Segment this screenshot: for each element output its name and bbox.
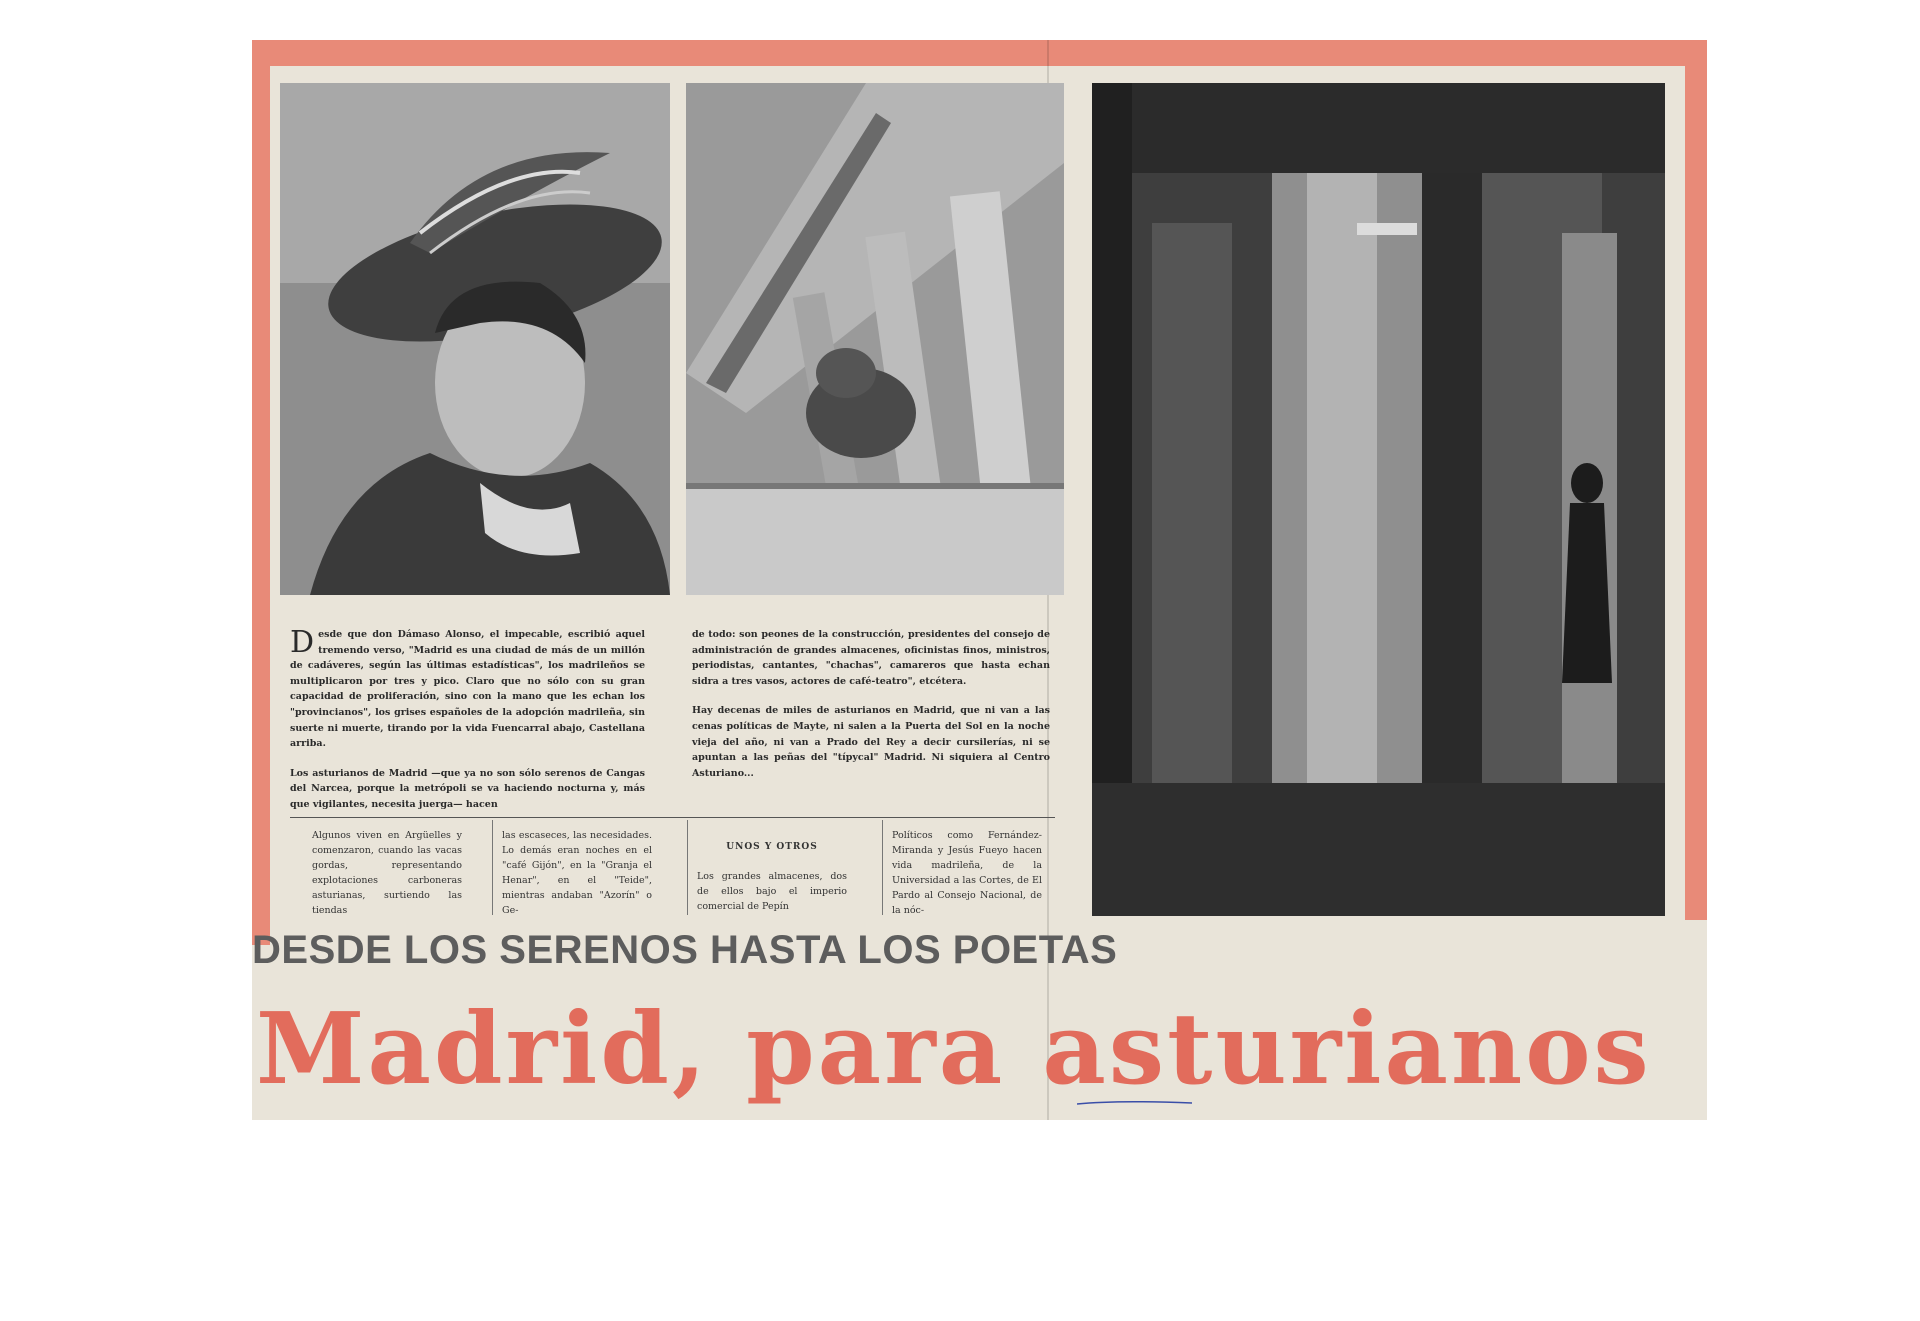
column-divider [882,820,883,915]
body-column-3-text: Los grandes almacenes, dos de ellos bajo el imperio comercial de Pepín [697,871,847,912]
red-frame-right [1685,40,1707,920]
main-headline: Madrid, para asturianos [256,992,1652,1107]
red-frame-left [252,40,270,945]
lead-paragraph-1: esde que don Dámaso Alonso, el impecable, escribió aquel tremendo verso, "Madrid es una ciudad de más de un millón de cadáveres, según las últimas estadísticas", los madrileños se multiplicaron por tres y pico. Claro que no sólo con su gran capacidad de proliferación, sino con la mano que les echan los "provincianos", los grises españoles de la adopción madrileña, sin suerte ni muerte, tirando por la vida Fuencarral abajo, Castellana arriba. [290,629,645,750]
body-column-4: Políticos como Fernández-Miranda y Jesús Fueyo hacen vida madrileña, de la Universidad a las Cortes, de El Pardo al Consejo Nacional, de la nóc- [892,830,1042,916]
photo-congress-columns-lion [686,83,1064,595]
subheading: UNOS Y OTROS [726,842,818,852]
blue-pen-mark [1077,1100,1192,1106]
photo-night-colonnade [1092,83,1665,916]
newspaper-clipping [252,40,1707,1120]
drop-cap: D [290,625,315,660]
column-divider [687,820,688,915]
column-divider-horizontal [290,817,1055,818]
red-frame-top [252,40,1707,66]
lead-column-2 [692,627,1050,795]
column-divider [492,820,493,915]
body-column-1: Algunos viven en Argüelles y comenzaron, cuando las vacas gordas, representando explotaciones carboneras asturianas, surtiendo las tiendas [312,830,462,916]
lead-paragraph-4: Hay decenas de miles de asturianos en Madrid, que ni van a las cenas políticas de Mayte, ni salen a la Puerta del Sol en la noche vieja del año, ni van a Prado del Rey a decir cursilerías, ni se apuntan a las peñas del "típycal" Madrid. Ni siquiera al Centro Asturiano... [692,705,1050,779]
lead-column-1 [290,627,645,827]
body-column-2: las escaseces, las necesidades. Lo demás eran noches en el "café Gijón", en la "Granja el Henar", en el "Teide", mientras andaban "Azorín" o Ge- [502,830,652,916]
lead-paragraph-3: de todo: son peones de la construcción, presidentes del consejo de administración de grandes almacenes, oficinistas finos, ministros, periodistas, cantantes, "chachas", camareros que hasta echan sidra a tres vasos, actores de café-teatro", etcétera. [692,629,1050,687]
kicker-headline: DESDE LOS SERENOS HASTA LOS POETAS [252,928,1118,972]
lead-paragraph-2: Los asturianos de Madrid —que ya no son sólo serenos de Cangas del Narcea, porque la metrópoli se va haciendo nocturna y, más que vigilantes, necesita juerga— hacen [290,767,645,810]
photo-woman-in-hat [280,83,670,595]
body-column-3 [697,828,847,914]
